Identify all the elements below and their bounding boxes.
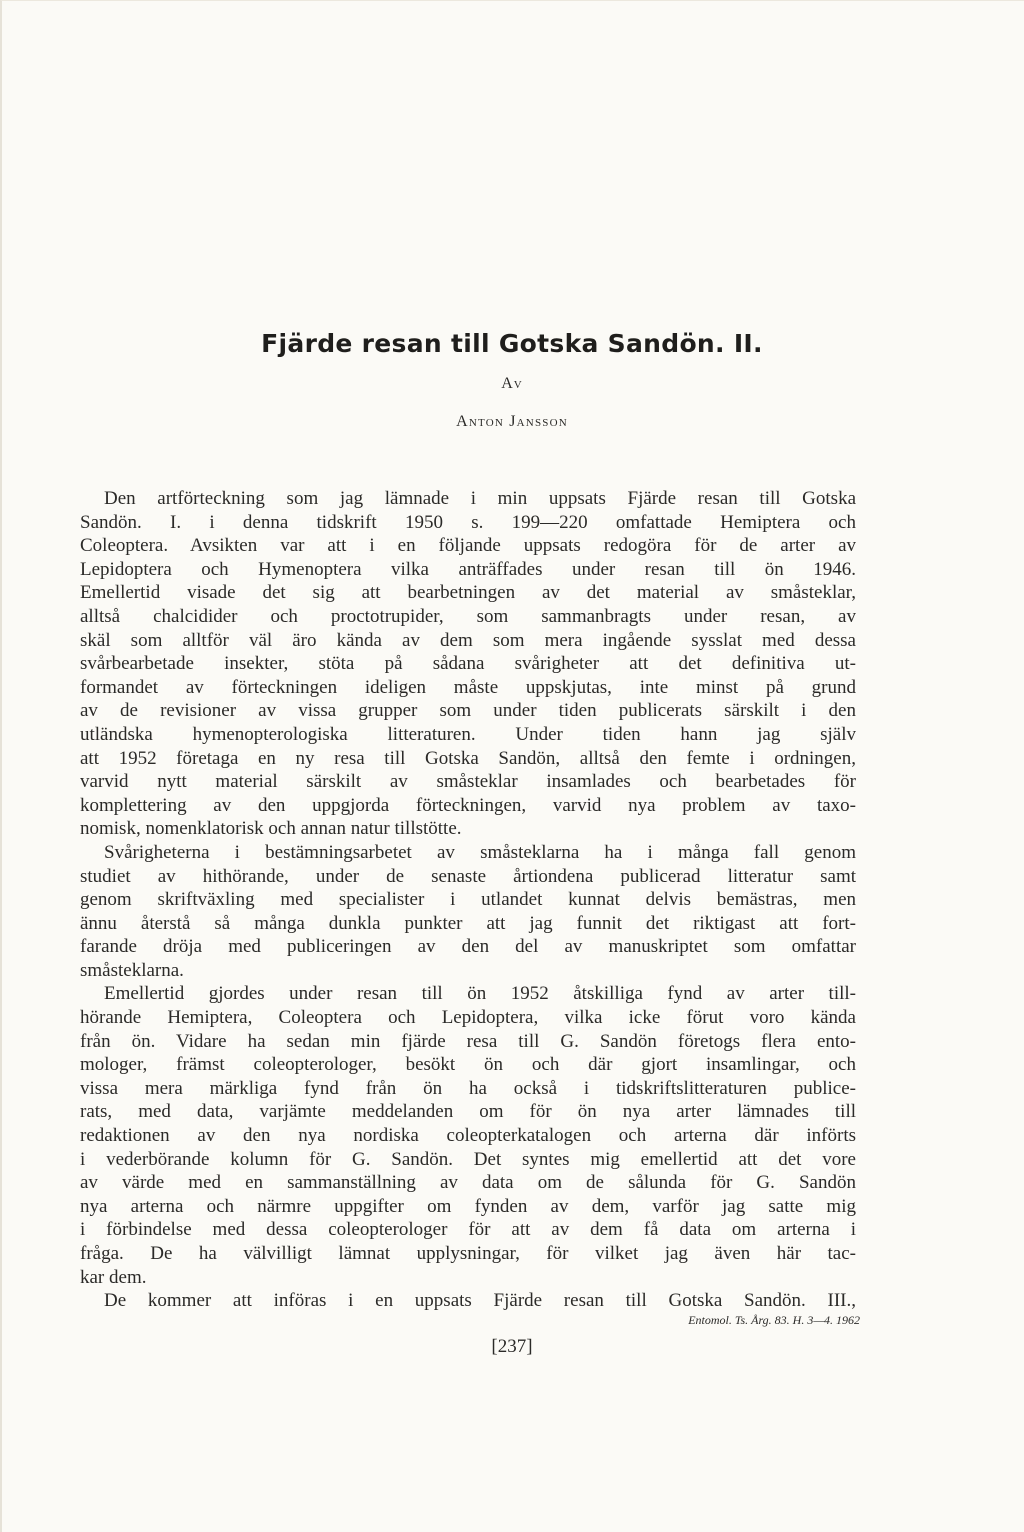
- journal-reference: Entomol. Ts. Årg. 83. H. 3—4. 1962: [688, 1313, 860, 1327]
- body-line: farande dröja med publiceringen av den del av manuskriptet som omfattar: [80, 936, 856, 958]
- body-line: vissa mera märkliga fynd från ön ha också i tidskriftslitteraturen publice-: [80, 1077, 856, 1099]
- body-line: varvid nytt material särskilt av småsteklar insamlades och bearbetades för: [80, 771, 856, 793]
- page-number: [237]: [491, 1336, 533, 1357]
- author-name: Anton Jansson: [456, 413, 568, 430]
- body-line: svårbearbetade insekter, stöta på sådana svårigheter att det definitiva ut-: [80, 653, 856, 675]
- body-text: [80, 487, 856, 1313]
- body-line: Lepidoptera och Hymenoptera vilka anträffades under resan till ön 1946.: [80, 558, 856, 580]
- body-line: nomisk, nomenklatorisk och annan natur tillstötte.: [80, 818, 462, 840]
- body-line: utländska hymenopterologiska litteraturen. Under tiden hann jag själv: [80, 723, 856, 745]
- body-line: genom skriftväxling med specialister i utlandet kunnat delvis bemästras, men: [80, 889, 856, 911]
- body-line: kar dem.: [80, 1266, 147, 1288]
- body-line: mologer, främst coleopterologer, besökt ön och där gjort insamlingar, och: [80, 1054, 856, 1076]
- body-line: komplettering av den uppgjorda förteckningen, varvid nya problem av taxo-: [80, 794, 856, 816]
- body-line: studiet av hithörande, under de senaste årtiondena publicerad litteratur samt: [80, 865, 856, 887]
- body-line: Emellertid visade det sig att bearbetningen av det material av småsteklar,: [80, 582, 856, 604]
- body-line: från ön. Vidare ha sedan min fjärde resa till G. Sandön företogs flera ento-: [80, 1030, 856, 1052]
- body-line: av de revisioner av vissa grupper som under tiden publicerats särskilt i den: [80, 700, 856, 722]
- body-line: i vederbörande kolumn för G. Sandön. Det syntes mig emellertid att det vore: [80, 1148, 856, 1170]
- body-line: av värde med en sammanställning av data om de sålunda för G. Sandön: [80, 1172, 856, 1194]
- body-line: Emellertid gjordes under resan till ön 1952 åtskilliga fynd av arter till-: [104, 983, 856, 1005]
- body-line: skäl som alltför väl äro kända av dem som mera ingående sysslat med dessa: [80, 629, 856, 651]
- body-line: fråga. De ha välvilligt lämnat upplysningar, för vilket jag även här tac-: [80, 1243, 856, 1264]
- body-line: redaktionen av den nya nordiska coleopterkatalogen och arterna där införts: [80, 1125, 856, 1147]
- body-line: formandet av förteckningen ideligen måste uppskjutas, inte minst på grund: [80, 676, 856, 698]
- body-line: i förbindelse med dessa coleopterologer för att av dem få data om arterna i: [80, 1219, 856, 1241]
- body-line: Sandön. I. i denna tidskrift 1950 s. 199—220 omfattade Hemiptera och: [80, 511, 856, 533]
- body-line: ännu återstå så många dunkla punkter att jag funnit det riktigast att fort-: [80, 912, 856, 934]
- article-title: Fjärde resan till Gotska Sandön. II.: [261, 329, 763, 358]
- body-line: hörande Hemiptera, Coleoptera och Lepidoptera, vilka icke förut voro kända: [80, 1007, 856, 1029]
- body-line: De kommer att införas i en uppsats Fjärde resan till Gotska Sandön. III.,: [104, 1290, 856, 1312]
- body-line: Coleoptera. Avsikten var att i en följande uppsats redogöra för de arter av: [80, 535, 856, 557]
- body-line: nya arterna och närmre uppgifter om fynden av dem, varför jag satte mig: [80, 1195, 856, 1217]
- byline-label: Av: [501, 375, 523, 392]
- body-line: småsteklarna.: [80, 959, 184, 981]
- body-line: Den artförteckning som jag lämnade i min uppsats Fjärde resan till Gotska: [104, 488, 856, 509]
- body-line: Svårigheterna i bestämningsarbetet av småsteklarna ha i många fall genom: [104, 841, 856, 863]
- body-line: rats, med data, varjämte meddelanden om för ön nya arter lämnades till: [80, 1101, 856, 1123]
- body-line: alltså chalcidider och proctotrupider, som sammanbragts under resan, av: [80, 605, 856, 627]
- body-line: att 1952 företaga en ny resa till Gotska Sandön, alltså den femte i ordningen,: [80, 747, 856, 769]
